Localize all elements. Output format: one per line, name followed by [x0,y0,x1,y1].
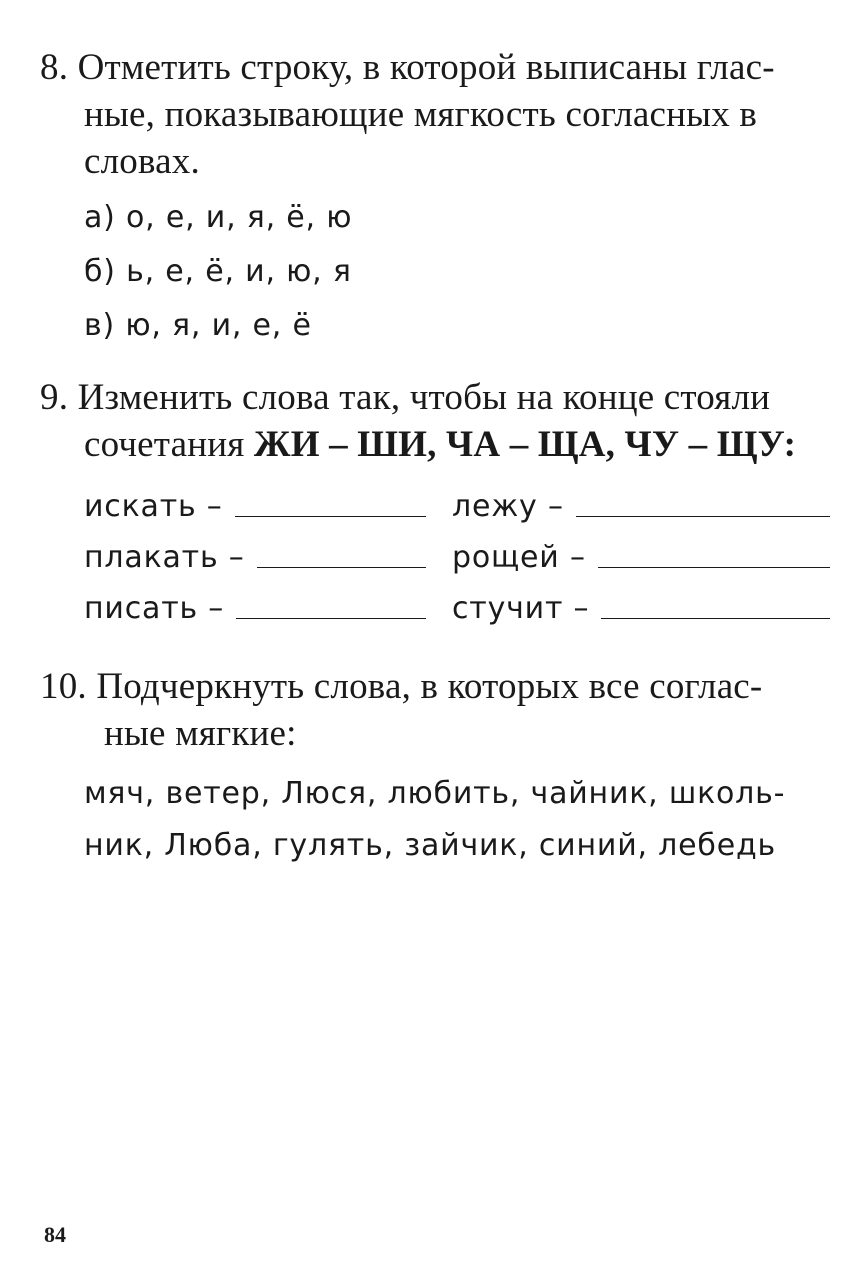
task-9 [40,374,835,468]
answer-blank[interactable] [576,516,830,517]
task-10-word-list [84,768,844,872]
task-8-line-2: ные, показывающие мягкость согласных в [84,94,758,135]
answer-blank[interactable] [235,516,426,517]
task-9-line-1 [40,374,835,421]
task-9-word: плакать – [84,540,245,575]
task-10-number: 10. [40,666,87,707]
task-9-line-2 [40,421,835,468]
task-9-item [84,532,426,584]
task-8-number: 8. [40,47,69,88]
task-9-item [452,532,830,584]
task-8-option-c[interactable]: в) ю, я, и, е, ё [84,308,312,343]
task-9-row [84,532,834,583]
answer-blank[interactable] [257,567,426,568]
answer-blank[interactable] [598,567,830,568]
task-9-item [84,583,426,635]
task-9-item [452,481,830,533]
task-10-words-line-2[interactable]: ник, Люба, гулять, зайчик, синий, лебедь [84,828,776,863]
task-9-number: 9. [40,377,69,418]
task-8-options [84,192,352,354]
task-10-text-1: Подчеркнуть слова, в которых все соглас- [96,666,763,707]
task-9-word: стучит – [452,591,590,626]
task-9-item [452,583,830,635]
task-9-text-2: сочетания [84,424,245,465]
task-9-item [84,481,426,533]
answer-blank[interactable] [601,618,830,619]
task-9-text-1: Изменить слова так, чтобы на конце стояли [77,377,771,418]
page-number: 84 [44,1222,66,1247]
task-8-option-b[interactable]: б) ь, е, ё, и, ю, я [84,254,352,289]
task-10-line-2: ные мягкие: [104,713,297,754]
task-9-word: рощей – [452,540,586,575]
task-10-line-1 [40,663,835,710]
task-8-line-3: словах. [84,141,200,182]
task-8-text-1: Отметить строку, в которой выписаны глас- [77,47,775,88]
task-9-word: лежу – [452,489,564,524]
task-8-option-a[interactable]: а) о, е, и, я, ё, ю [84,200,353,235]
task-9-word: искать – [84,489,223,524]
answer-blank[interactable] [236,618,426,619]
task-9-row [84,481,834,532]
task-9-syllables: ЖИ – ШИ, ЧА – ЩА, ЧУ – ЩУ: [253,424,797,465]
task-10-words-line-1[interactable]: мяч, ветер, Люся, любить, чайник, школь- [84,776,786,811]
task-9-answer-grid [84,481,834,634]
task-9-row [84,583,834,634]
task-9-word: писать – [84,591,225,626]
task-8 [40,44,835,185]
task-10 [40,663,835,757]
task-8-line-1 [40,44,835,91]
